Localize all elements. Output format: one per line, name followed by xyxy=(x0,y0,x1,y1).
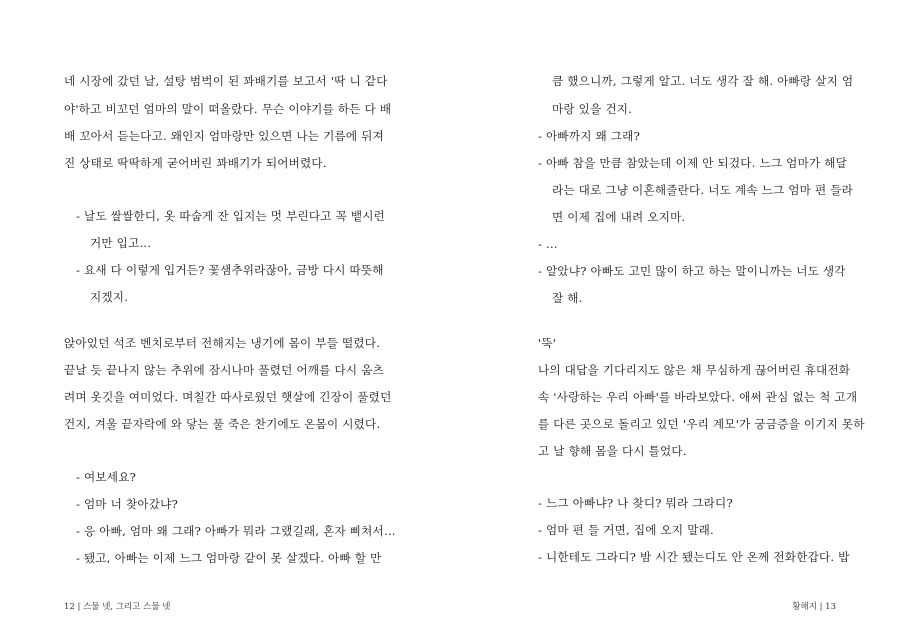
text-line: 야'하고 비꼬던 엄마의 말이 떠올랐다. 무슨 이야기를 하든 다 배 xyxy=(64,102,392,116)
page-footer: 12 | 스물 넷, 그리고 스물 넷 xyxy=(64,602,171,612)
text-line: 속 '사랑하는 우리 아빠'를 바라보았다. 애써 관심 없는 척 고개 xyxy=(538,390,858,404)
text-line: 라는 대로 그냥 이혼해줄란다. 너도 계속 느그 엄마 편 들라 xyxy=(552,183,854,197)
text-line: - 아빠 참을 만큼 참았는데 이제 안 되겄다. 느그 엄마가 해달 xyxy=(538,156,848,170)
text-line: 려며 옷깃을 여미었다. 며칠간 따사로웠던 햇살에 긴장이 풀렸던 xyxy=(64,390,392,404)
text-line: 진 상태로 딱딱하게 굳어버린 꽈배기가 되어버렸다. xyxy=(64,156,327,170)
text-line: 거만 입고… xyxy=(90,236,152,250)
text-line: - 응 아빠, 엄마 왜 그래? 아빠가 뭐라 그랬길래, 혼자 삐쳐서… xyxy=(76,524,396,538)
text-line: - 날도 쌀쌀한디, 옷 따숩게 잔 입지는 멋 부린다고 꼭 뱉시런 xyxy=(76,209,386,223)
text-line: 끝날 듯 끝나지 않는 추위에 잠시나마 풀렸던 어깨를 다시 움츠 xyxy=(64,363,384,377)
text-line: 건지, 겨울 끝자락에 와 닿는 풀 죽은 찬기에도 온몸이 시렸다. xyxy=(64,417,381,431)
text-line: - 아빠까지 왜 그래? xyxy=(538,129,640,143)
text-line: - 니한테도 그라디? 밤 시간 됐는디도 안 온께 전화한갑다. 밥 xyxy=(538,550,850,564)
text-line: 고 날 향해 몸을 다시 틀었다. xyxy=(538,444,687,458)
text-line: 잘 해. xyxy=(552,291,583,305)
text-line: 큼 했으니까, 그렇게 알고. 너도 생각 잘 해. 아빠랑 살지 엄 xyxy=(552,74,854,88)
text-line: - 여보세요? xyxy=(76,470,137,484)
text-line: '뚝' xyxy=(538,336,557,350)
text-line: 앉아있던 석조 벤치로부터 전해지는 냉기에 몸이 부들 떨렸다. xyxy=(64,336,381,350)
page-footer: 황해지 | 13 xyxy=(792,602,836,612)
text-line: 지겠지. xyxy=(90,290,129,304)
text-line: - 느그 아빠냐? 나 찾디? 뭐라 그라디? xyxy=(538,496,733,510)
text-line: 네 시장에 갔던 날, 설탕 범벅이 된 꽈배기를 보고서 '딱 니 같다 xyxy=(64,74,388,88)
text-line: - … xyxy=(538,237,558,251)
right-page xyxy=(450,0,900,640)
text-line: 를 다른 곳으로 돌리고 있던 '우리 계모'가 궁금증을 이기지 못하 xyxy=(538,417,865,431)
text-line: - 알았냐? 아빠도 고민 많이 하고 하는 말이니까는 너도 생각 xyxy=(538,264,846,278)
text-line: 면 이제 집에 내려 오지마. xyxy=(552,210,686,224)
text-line: 배 꼬아서 듣는다고. 왜인지 엄마랑만 있으면 나는 기름에 뒤져 xyxy=(64,129,384,143)
text-line: - 엄마 너 찾아갔냐? xyxy=(76,497,178,511)
text-line: - 요새 다 이렇게 입거든? 꽃샘추위라잖아, 금방 다시 따뜻해 xyxy=(76,263,384,277)
text-line: 마랑 있을 건지. xyxy=(552,102,633,116)
text-line: - 엄마 편 들 거면, 집에 오지 말래. xyxy=(538,523,714,537)
text-line: 나의 대답을 기다리지도 않은 채 무심하게 끊어버린 휴대전화 xyxy=(538,363,851,377)
text-line: - 됐고, 아빠는 이제 느그 엄마랑 같이 못 살겠다. 아빠 할 만 xyxy=(76,551,382,565)
